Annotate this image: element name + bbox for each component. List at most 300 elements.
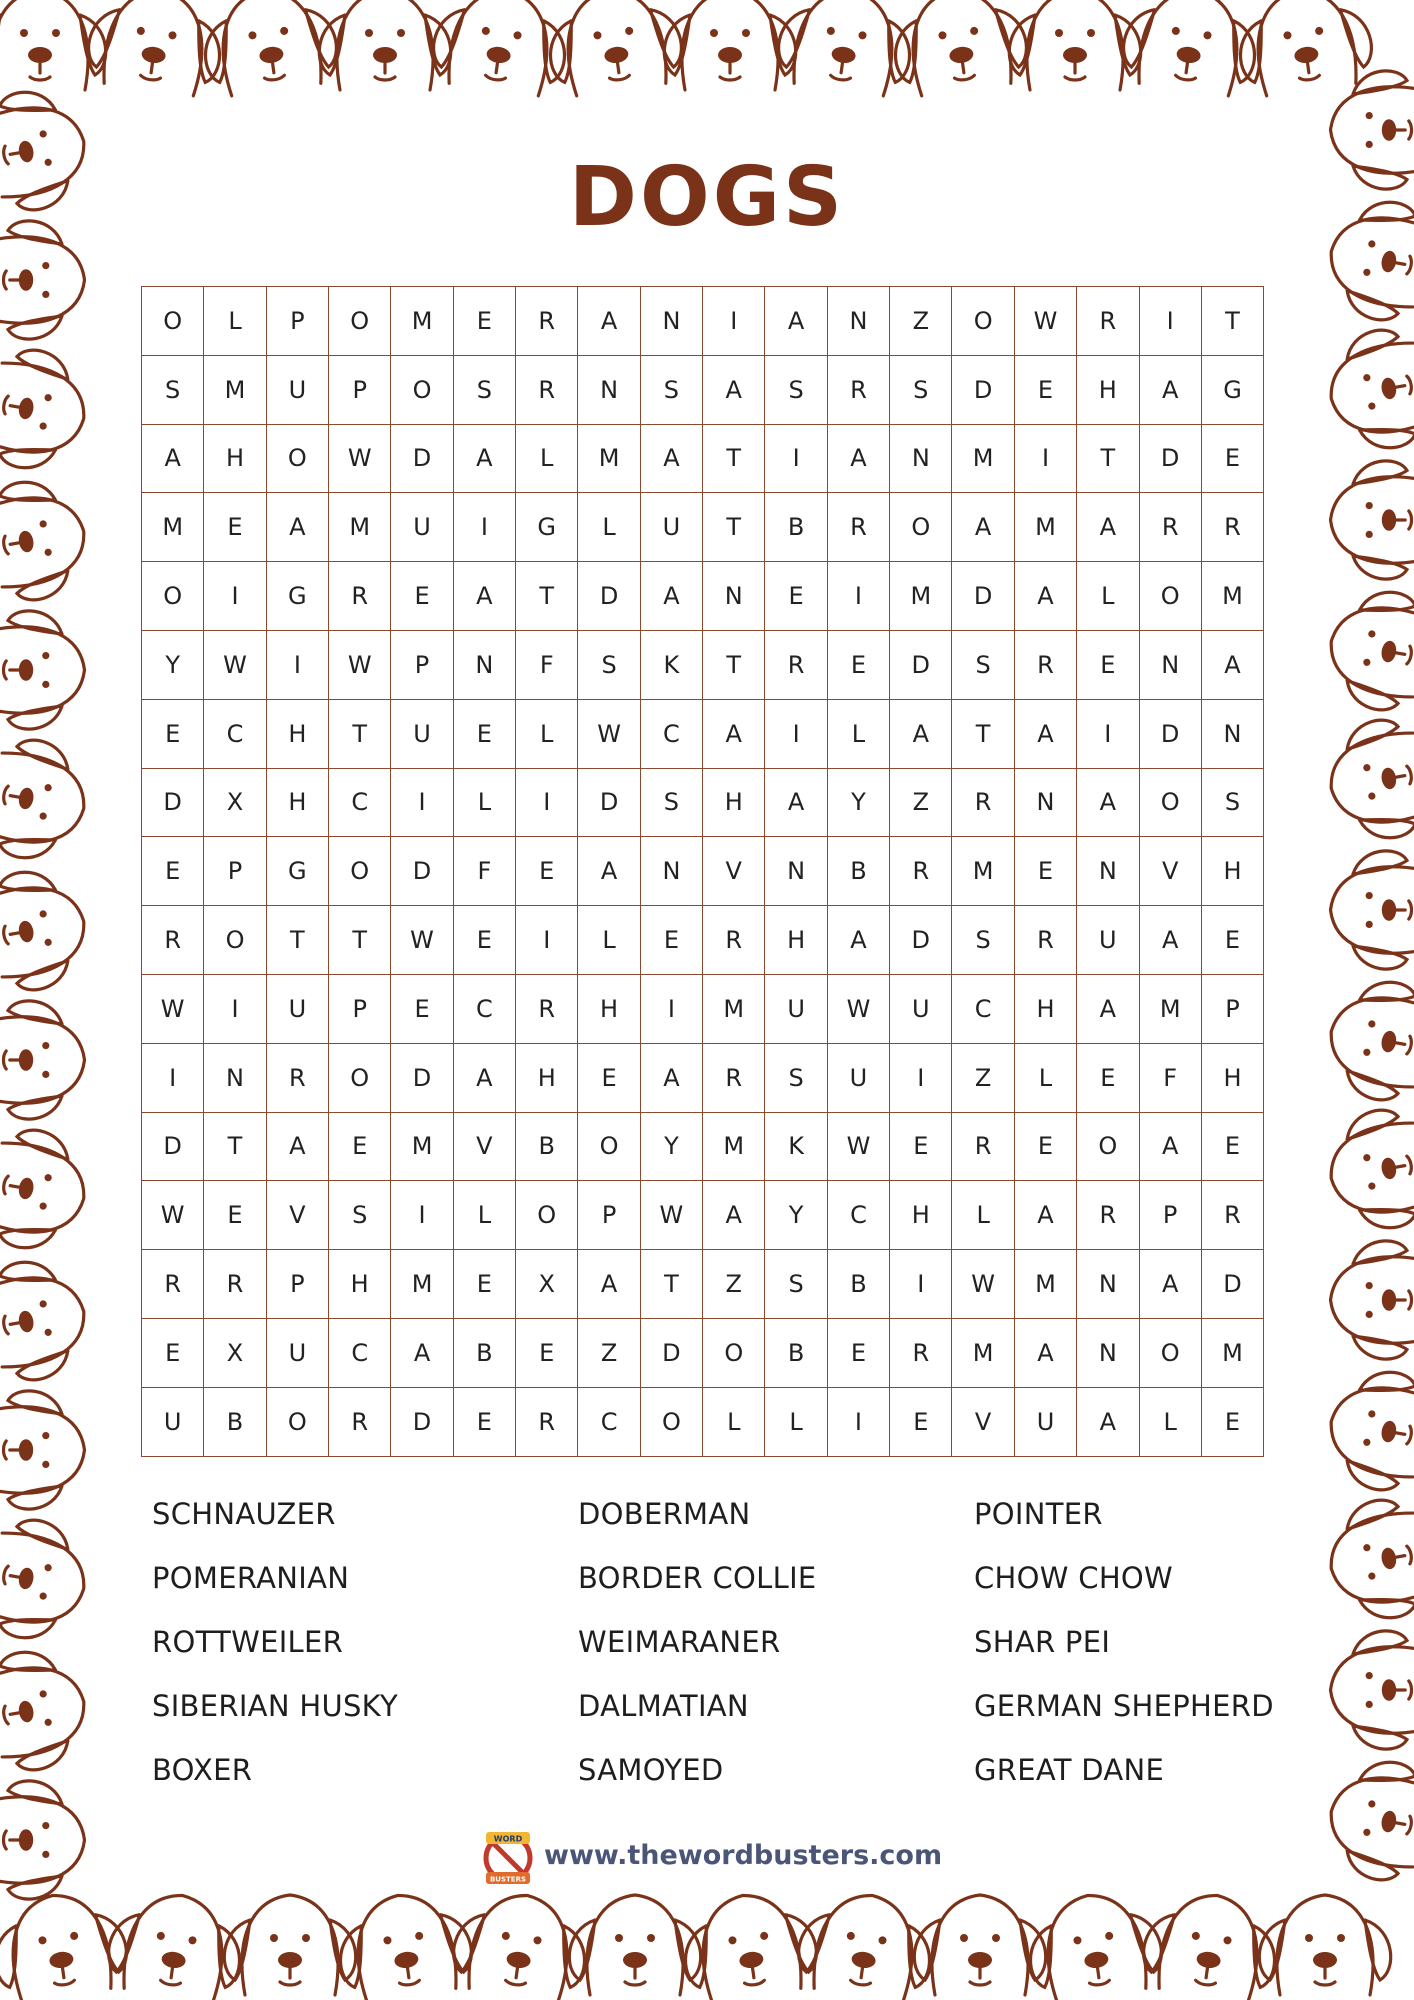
grid-cell[interactable]: R bbox=[827, 355, 889, 424]
grid-cell[interactable]: R bbox=[329, 1387, 391, 1456]
grid-cell[interactable]: A bbox=[1014, 562, 1076, 631]
grid-cell[interactable]: V bbox=[1139, 837, 1201, 906]
grid-cell[interactable]: S bbox=[1201, 768, 1263, 837]
grid-cell[interactable]: D bbox=[142, 1112, 204, 1181]
grid-cell[interactable]: O bbox=[266, 1387, 328, 1456]
grid-cell[interactable]: M bbox=[578, 424, 640, 493]
grid-cell[interactable]: P bbox=[204, 837, 266, 906]
grid-cell[interactable]: I bbox=[516, 768, 578, 837]
grid-cell[interactable]: B bbox=[453, 1318, 515, 1387]
grid-cell[interactable]: T bbox=[329, 906, 391, 975]
grid-cell[interactable]: C bbox=[827, 1181, 889, 1250]
grid-cell[interactable]: I bbox=[516, 906, 578, 975]
grid-cell[interactable]: N bbox=[1077, 837, 1139, 906]
grid-cell[interactable]: I bbox=[1077, 699, 1139, 768]
grid-cell[interactable]: F bbox=[453, 837, 515, 906]
grid-cell[interactable]: L bbox=[453, 1181, 515, 1250]
grid-cell[interactable]: W bbox=[578, 699, 640, 768]
grid-cell[interactable]: A bbox=[1077, 768, 1139, 837]
grid-cell[interactable]: A bbox=[703, 1181, 765, 1250]
grid-cell[interactable]: B bbox=[765, 1318, 827, 1387]
grid-cell[interactable]: U bbox=[266, 355, 328, 424]
grid-cell[interactable]: E bbox=[516, 837, 578, 906]
grid-cell[interactable]: E bbox=[1014, 837, 1076, 906]
grid-cell[interactable]: R bbox=[890, 837, 952, 906]
grid-cell[interactable]: D bbox=[391, 837, 453, 906]
grid-cell[interactable]: E bbox=[1077, 1043, 1139, 1112]
grid-cell[interactable]: A bbox=[578, 287, 640, 356]
grid-cell[interactable]: I bbox=[827, 1387, 889, 1456]
grid-cell[interactable]: W bbox=[827, 974, 889, 1043]
grid-cell[interactable]: E bbox=[1201, 906, 1263, 975]
grid-cell[interactable]: I bbox=[765, 699, 827, 768]
grid-cell[interactable]: A bbox=[1139, 1112, 1201, 1181]
grid-cell[interactable]: H bbox=[1201, 837, 1263, 906]
grid-cell[interactable]: O bbox=[329, 1043, 391, 1112]
grid-cell[interactable]: R bbox=[827, 493, 889, 562]
grid-cell[interactable]: R bbox=[516, 974, 578, 1043]
grid-cell[interactable]: T bbox=[703, 630, 765, 699]
grid-cell[interactable]: Z bbox=[890, 287, 952, 356]
grid-cell[interactable]: E bbox=[1201, 1387, 1263, 1456]
grid-cell[interactable]: A bbox=[453, 562, 515, 631]
grid-cell[interactable]: E bbox=[1077, 630, 1139, 699]
grid-cell[interactable]: D bbox=[1139, 424, 1201, 493]
grid-cell[interactable]: Y bbox=[142, 630, 204, 699]
grid-cell[interactable]: Y bbox=[765, 1181, 827, 1250]
grid-cell[interactable]: I bbox=[765, 424, 827, 493]
grid-cell[interactable]: T bbox=[204, 1112, 266, 1181]
grid-cell[interactable]: S bbox=[640, 768, 702, 837]
grid-cell[interactable]: D bbox=[142, 768, 204, 837]
grid-cell[interactable]: A bbox=[142, 424, 204, 493]
grid-cell[interactable]: D bbox=[1139, 699, 1201, 768]
grid-cell[interactable]: E bbox=[640, 906, 702, 975]
grid-cell[interactable]: O bbox=[142, 562, 204, 631]
grid-cell[interactable]: E bbox=[890, 1387, 952, 1456]
grid-cell[interactable]: A bbox=[1014, 699, 1076, 768]
grid-cell[interactable]: A bbox=[453, 1043, 515, 1112]
grid-cell[interactable]: E bbox=[453, 906, 515, 975]
grid-cell[interactable]: N bbox=[578, 355, 640, 424]
grid-cell[interactable]: H bbox=[1201, 1043, 1263, 1112]
grid-cell[interactable]: M bbox=[391, 1250, 453, 1319]
grid-cell[interactable]: W bbox=[329, 424, 391, 493]
grid-cell[interactable]: T bbox=[703, 424, 765, 493]
grid-cell[interactable]: D bbox=[578, 562, 640, 631]
grid-cell[interactable]: L bbox=[827, 699, 889, 768]
grid-cell[interactable]: E bbox=[142, 837, 204, 906]
grid-cell[interactable]: A bbox=[1014, 1181, 1076, 1250]
grid-cell[interactable]: M bbox=[391, 287, 453, 356]
grid-cell[interactable]: L bbox=[1139, 1387, 1201, 1456]
grid-cell[interactable]: A bbox=[640, 562, 702, 631]
grid-cell[interactable]: A bbox=[640, 424, 702, 493]
grid-cell[interactable]: A bbox=[765, 768, 827, 837]
grid-cell[interactable]: O bbox=[952, 287, 1014, 356]
grid-cell[interactable]: M bbox=[952, 1318, 1014, 1387]
grid-cell[interactable]: A bbox=[640, 1043, 702, 1112]
grid-cell[interactable]: F bbox=[516, 630, 578, 699]
grid-cell[interactable]: O bbox=[1139, 1318, 1201, 1387]
grid-cell[interactable]: M bbox=[204, 355, 266, 424]
grid-cell[interactable]: S bbox=[453, 355, 515, 424]
grid-cell[interactable]: S bbox=[765, 1250, 827, 1319]
grid-cell[interactable]: L bbox=[578, 493, 640, 562]
grid-cell[interactable]: I bbox=[890, 1250, 952, 1319]
grid-cell[interactable]: P bbox=[1139, 1181, 1201, 1250]
grid-cell[interactable]: C bbox=[578, 1387, 640, 1456]
grid-cell[interactable]: M bbox=[890, 562, 952, 631]
grid-cell[interactable]: F bbox=[1139, 1043, 1201, 1112]
grid-cell[interactable]: M bbox=[1014, 493, 1076, 562]
grid-cell[interactable]: A bbox=[453, 424, 515, 493]
grid-cell[interactable]: G bbox=[516, 493, 578, 562]
grid-cell[interactable]: R bbox=[952, 768, 1014, 837]
grid-cell[interactable]: G bbox=[1201, 355, 1263, 424]
grid-cell[interactable]: W bbox=[142, 974, 204, 1043]
grid-cell[interactable]: K bbox=[640, 630, 702, 699]
grid-cell[interactable]: U bbox=[640, 493, 702, 562]
grid-cell[interactable]: A bbox=[890, 699, 952, 768]
grid-cell[interactable]: H bbox=[329, 1250, 391, 1319]
grid-cell[interactable]: R bbox=[890, 1318, 952, 1387]
grid-cell[interactable]: T bbox=[266, 906, 328, 975]
grid-cell[interactable]: Y bbox=[827, 768, 889, 837]
grid-cell[interactable]: D bbox=[1201, 1250, 1263, 1319]
grid-cell[interactable]: L bbox=[1077, 562, 1139, 631]
grid-cell[interactable]: N bbox=[1201, 699, 1263, 768]
grid-cell[interactable]: V bbox=[266, 1181, 328, 1250]
grid-cell[interactable]: E bbox=[391, 974, 453, 1043]
grid-cell[interactable]: I bbox=[1014, 424, 1076, 493]
grid-cell[interactable]: D bbox=[890, 630, 952, 699]
grid-cell[interactable]: A bbox=[952, 493, 1014, 562]
grid-cell[interactable]: U bbox=[1014, 1387, 1076, 1456]
grid-cell[interactable]: E bbox=[453, 287, 515, 356]
grid-cell[interactable]: I bbox=[266, 630, 328, 699]
grid-cell[interactable]: W bbox=[142, 1181, 204, 1250]
grid-cell[interactable]: M bbox=[1139, 974, 1201, 1043]
grid-cell[interactable]: E bbox=[1014, 1112, 1076, 1181]
grid-cell[interactable]: I bbox=[453, 493, 515, 562]
grid-cell[interactable]: R bbox=[516, 1387, 578, 1456]
grid-cell[interactable]: R bbox=[1077, 1181, 1139, 1250]
grid-cell[interactable]: E bbox=[142, 1318, 204, 1387]
grid-cell[interactable]: D bbox=[952, 355, 1014, 424]
grid-cell[interactable]: N bbox=[827, 287, 889, 356]
grid-cell[interactable]: I bbox=[142, 1043, 204, 1112]
grid-cell[interactable]: P bbox=[578, 1181, 640, 1250]
grid-cell[interactable]: B bbox=[827, 1250, 889, 1319]
grid-cell[interactable]: U bbox=[1077, 906, 1139, 975]
grid-cell[interactable]: E bbox=[1201, 424, 1263, 493]
grid-cell[interactable]: Y bbox=[640, 1112, 702, 1181]
grid-cell[interactable]: E bbox=[827, 630, 889, 699]
grid-cell[interactable]: O bbox=[391, 355, 453, 424]
grid-cell[interactable]: U bbox=[890, 974, 952, 1043]
grid-cell[interactable]: U bbox=[827, 1043, 889, 1112]
grid-cell[interactable]: U bbox=[266, 974, 328, 1043]
grid-cell[interactable]: H bbox=[703, 768, 765, 837]
grid-cell[interactable]: K bbox=[765, 1112, 827, 1181]
grid-cell[interactable]: P bbox=[266, 287, 328, 356]
grid-cell[interactable]: O bbox=[204, 906, 266, 975]
grid-cell[interactable]: N bbox=[1077, 1250, 1139, 1319]
grid-cell[interactable]: T bbox=[952, 699, 1014, 768]
grid-cell[interactable]: N bbox=[204, 1043, 266, 1112]
grid-cell[interactable]: A bbox=[1077, 1387, 1139, 1456]
grid-cell[interactable]: C bbox=[329, 768, 391, 837]
grid-cell[interactable]: A bbox=[703, 699, 765, 768]
grid-cell[interactable]: B bbox=[204, 1387, 266, 1456]
grid-cell[interactable]: U bbox=[765, 974, 827, 1043]
grid-cell[interactable]: N bbox=[890, 424, 952, 493]
grid-cell[interactable]: X bbox=[516, 1250, 578, 1319]
grid-cell[interactable]: S bbox=[578, 630, 640, 699]
grid-cell[interactable]: I bbox=[204, 562, 266, 631]
grid-cell[interactable]: S bbox=[890, 355, 952, 424]
grid-cell[interactable]: S bbox=[765, 355, 827, 424]
grid-cell[interactable]: A bbox=[391, 1318, 453, 1387]
grid-cell[interactable]: N bbox=[703, 562, 765, 631]
grid-cell[interactable]: C bbox=[640, 699, 702, 768]
grid-cell[interactable]: L bbox=[516, 699, 578, 768]
grid-cell[interactable]: M bbox=[329, 493, 391, 562]
grid-cell[interactable]: S bbox=[640, 355, 702, 424]
grid-cell[interactable]: L bbox=[952, 1181, 1014, 1250]
grid-cell[interactable]: D bbox=[578, 768, 640, 837]
grid-cell[interactable]: H bbox=[204, 424, 266, 493]
grid-cell[interactable]: V bbox=[703, 837, 765, 906]
grid-cell[interactable]: M bbox=[391, 1112, 453, 1181]
grid-cell[interactable]: T bbox=[1201, 287, 1263, 356]
grid-cell[interactable]: L bbox=[765, 1387, 827, 1456]
grid-cell[interactable]: E bbox=[453, 1250, 515, 1319]
grid-cell[interactable]: T bbox=[1077, 424, 1139, 493]
grid-cell[interactable]: N bbox=[640, 837, 702, 906]
grid-cell[interactable]: A bbox=[703, 355, 765, 424]
grid-cell[interactable]: S bbox=[765, 1043, 827, 1112]
grid-cell[interactable]: E bbox=[578, 1043, 640, 1112]
grid-cell[interactable]: Z bbox=[952, 1043, 1014, 1112]
grid-cell[interactable]: O bbox=[1139, 768, 1201, 837]
grid-cell[interactable]: H bbox=[516, 1043, 578, 1112]
grid-cell[interactable]: R bbox=[329, 562, 391, 631]
grid-cell[interactable]: R bbox=[703, 906, 765, 975]
grid-cell[interactable]: R bbox=[516, 355, 578, 424]
grid-cell[interactable]: B bbox=[827, 837, 889, 906]
grid-cell[interactable]: G bbox=[266, 837, 328, 906]
grid-cell[interactable]: T bbox=[703, 493, 765, 562]
grid-cell[interactable]: A bbox=[578, 1250, 640, 1319]
grid-cell[interactable]: M bbox=[952, 837, 1014, 906]
grid-cell[interactable]: P bbox=[329, 974, 391, 1043]
grid-cell[interactable]: O bbox=[1077, 1112, 1139, 1181]
grid-cell[interactable]: E bbox=[765, 562, 827, 631]
grid-cell[interactable]: E bbox=[1014, 355, 1076, 424]
grid-cell[interactable]: S bbox=[952, 630, 1014, 699]
grid-cell[interactable]: H bbox=[1077, 355, 1139, 424]
grid-cell[interactable]: O bbox=[516, 1181, 578, 1250]
grid-cell[interactable]: R bbox=[952, 1112, 1014, 1181]
grid-cell[interactable]: R bbox=[266, 1043, 328, 1112]
grid-cell[interactable]: R bbox=[1201, 493, 1263, 562]
grid-cell[interactable]: T bbox=[516, 562, 578, 631]
grid-cell[interactable]: D bbox=[391, 424, 453, 493]
grid-cell[interactable]: A bbox=[827, 424, 889, 493]
grid-cell[interactable]: E bbox=[142, 699, 204, 768]
grid-cell[interactable]: I bbox=[890, 1043, 952, 1112]
grid-cell[interactable]: A bbox=[1077, 493, 1139, 562]
grid-cell[interactable]: P bbox=[391, 630, 453, 699]
grid-cell[interactable]: R bbox=[1077, 287, 1139, 356]
grid-cell[interactable]: H bbox=[1014, 974, 1076, 1043]
grid-cell[interactable]: O bbox=[329, 837, 391, 906]
grid-cell[interactable]: S bbox=[952, 906, 1014, 975]
grid-cell[interactable]: U bbox=[391, 493, 453, 562]
grid-cell[interactable]: Z bbox=[703, 1250, 765, 1319]
grid-cell[interactable]: L bbox=[703, 1387, 765, 1456]
grid-cell[interactable]: E bbox=[453, 1387, 515, 1456]
grid-cell[interactable]: D bbox=[890, 906, 952, 975]
grid-cell[interactable]: D bbox=[391, 1387, 453, 1456]
grid-cell[interactable]: R bbox=[703, 1043, 765, 1112]
grid-cell[interactable]: M bbox=[952, 424, 1014, 493]
website-link[interactable]: www.thewordbusters.com bbox=[544, 1840, 943, 1871]
grid-cell[interactable]: H bbox=[890, 1181, 952, 1250]
grid-cell[interactable]: R bbox=[1014, 630, 1076, 699]
grid-cell[interactable]: E bbox=[204, 1181, 266, 1250]
grid-cell[interactable]: Z bbox=[578, 1318, 640, 1387]
grid-cell[interactable]: N bbox=[1077, 1318, 1139, 1387]
grid-cell[interactable]: W bbox=[952, 1250, 1014, 1319]
grid-cell[interactable]: M bbox=[1014, 1250, 1076, 1319]
grid-cell[interactable]: B bbox=[516, 1112, 578, 1181]
grid-cell[interactable]: H bbox=[266, 699, 328, 768]
grid-cell[interactable]: A bbox=[1014, 1318, 1076, 1387]
grid-cell[interactable]: T bbox=[329, 699, 391, 768]
grid-cell[interactable]: H bbox=[578, 974, 640, 1043]
grid-cell[interactable]: A bbox=[578, 837, 640, 906]
grid-cell[interactable]: L bbox=[578, 906, 640, 975]
grid-cell[interactable]: A bbox=[1201, 630, 1263, 699]
grid-cell[interactable]: E bbox=[1201, 1112, 1263, 1181]
grid-cell[interactable]: O bbox=[266, 424, 328, 493]
grid-cell[interactable]: I bbox=[827, 562, 889, 631]
grid-cell[interactable]: O bbox=[578, 1112, 640, 1181]
grid-cell[interactable]: M bbox=[703, 1112, 765, 1181]
grid-cell[interactable]: N bbox=[640, 287, 702, 356]
grid-cell[interactable]: W bbox=[329, 630, 391, 699]
grid-cell[interactable]: L bbox=[453, 768, 515, 837]
grid-cell[interactable]: R bbox=[1014, 906, 1076, 975]
grid-cell[interactable]: S bbox=[329, 1181, 391, 1250]
grid-cell[interactable]: H bbox=[765, 906, 827, 975]
grid-cell[interactable]: A bbox=[1139, 906, 1201, 975]
grid-cell[interactable]: L bbox=[204, 287, 266, 356]
grid-cell[interactable]: W bbox=[391, 906, 453, 975]
grid-cell[interactable]: I bbox=[1139, 287, 1201, 356]
grid-cell[interactable]: V bbox=[952, 1387, 1014, 1456]
grid-cell[interactable]: E bbox=[204, 493, 266, 562]
grid-cell[interactable]: O bbox=[142, 287, 204, 356]
grid-cell[interactable]: E bbox=[516, 1318, 578, 1387]
grid-cell[interactable]: X bbox=[204, 1318, 266, 1387]
grid-cell[interactable]: U bbox=[391, 699, 453, 768]
grid-cell[interactable]: O bbox=[329, 287, 391, 356]
grid-cell[interactable]: A bbox=[1139, 1250, 1201, 1319]
grid-cell[interactable]: R bbox=[1201, 1181, 1263, 1250]
grid-cell[interactable]: E bbox=[827, 1318, 889, 1387]
grid-cell[interactable]: W bbox=[640, 1181, 702, 1250]
grid-cell[interactable]: N bbox=[1139, 630, 1201, 699]
grid-cell[interactable]: L bbox=[516, 424, 578, 493]
grid-cell[interactable]: D bbox=[952, 562, 1014, 631]
grid-cell[interactable]: U bbox=[142, 1387, 204, 1456]
grid-cell[interactable]: A bbox=[266, 493, 328, 562]
grid-cell[interactable]: G bbox=[266, 562, 328, 631]
grid-cell[interactable]: D bbox=[640, 1318, 702, 1387]
grid-cell[interactable]: B bbox=[765, 493, 827, 562]
grid-cell[interactable]: O bbox=[640, 1387, 702, 1456]
grid-cell[interactable]: A bbox=[266, 1112, 328, 1181]
grid-cell[interactable]: C bbox=[453, 974, 515, 1043]
grid-cell[interactable]: A bbox=[1077, 974, 1139, 1043]
grid-cell[interactable]: T bbox=[640, 1250, 702, 1319]
grid-cell[interactable]: A bbox=[1139, 355, 1201, 424]
grid-cell[interactable]: C bbox=[952, 974, 1014, 1043]
grid-cell[interactable]: M bbox=[142, 493, 204, 562]
grid-cell[interactable]: U bbox=[266, 1318, 328, 1387]
grid-cell[interactable]: X bbox=[204, 768, 266, 837]
grid-cell[interactable]: H bbox=[266, 768, 328, 837]
grid-cell[interactable]: M bbox=[1201, 562, 1263, 631]
grid-cell[interactable]: R bbox=[204, 1250, 266, 1319]
grid-cell[interactable]: A bbox=[827, 906, 889, 975]
grid-cell[interactable]: R bbox=[1139, 493, 1201, 562]
grid-cell[interactable]: W bbox=[1014, 287, 1076, 356]
grid-cell[interactable]: A bbox=[765, 287, 827, 356]
grid-cell[interactable]: O bbox=[890, 493, 952, 562]
grid-cell[interactable]: I bbox=[703, 287, 765, 356]
grid-cell[interactable]: D bbox=[391, 1043, 453, 1112]
grid-cell[interactable]: O bbox=[1139, 562, 1201, 631]
grid-cell[interactable]: M bbox=[703, 974, 765, 1043]
grid-cell[interactable]: E bbox=[329, 1112, 391, 1181]
grid-cell[interactable]: L bbox=[1014, 1043, 1076, 1112]
grid-cell[interactable]: P bbox=[266, 1250, 328, 1319]
grid-cell[interactable]: I bbox=[391, 768, 453, 837]
grid-cell[interactable]: C bbox=[204, 699, 266, 768]
grid-cell[interactable]: P bbox=[1201, 974, 1263, 1043]
grid-cell[interactable]: R bbox=[142, 1250, 204, 1319]
grid-cell[interactable]: R bbox=[516, 287, 578, 356]
grid-cell[interactable]: I bbox=[640, 974, 702, 1043]
grid-cell[interactable]: R bbox=[142, 906, 204, 975]
grid-cell[interactable]: C bbox=[329, 1318, 391, 1387]
grid-cell[interactable]: N bbox=[453, 630, 515, 699]
grid-cell[interactable]: E bbox=[890, 1112, 952, 1181]
grid-cell[interactable]: I bbox=[204, 974, 266, 1043]
grid-cell[interactable]: E bbox=[453, 699, 515, 768]
grid-cell[interactable]: Z bbox=[890, 768, 952, 837]
grid-cell[interactable]: S bbox=[142, 355, 204, 424]
grid-cell[interactable]: N bbox=[765, 837, 827, 906]
grid-cell[interactable]: E bbox=[391, 562, 453, 631]
grid-cell[interactable]: P bbox=[329, 355, 391, 424]
grid-cell[interactable]: N bbox=[1014, 768, 1076, 837]
